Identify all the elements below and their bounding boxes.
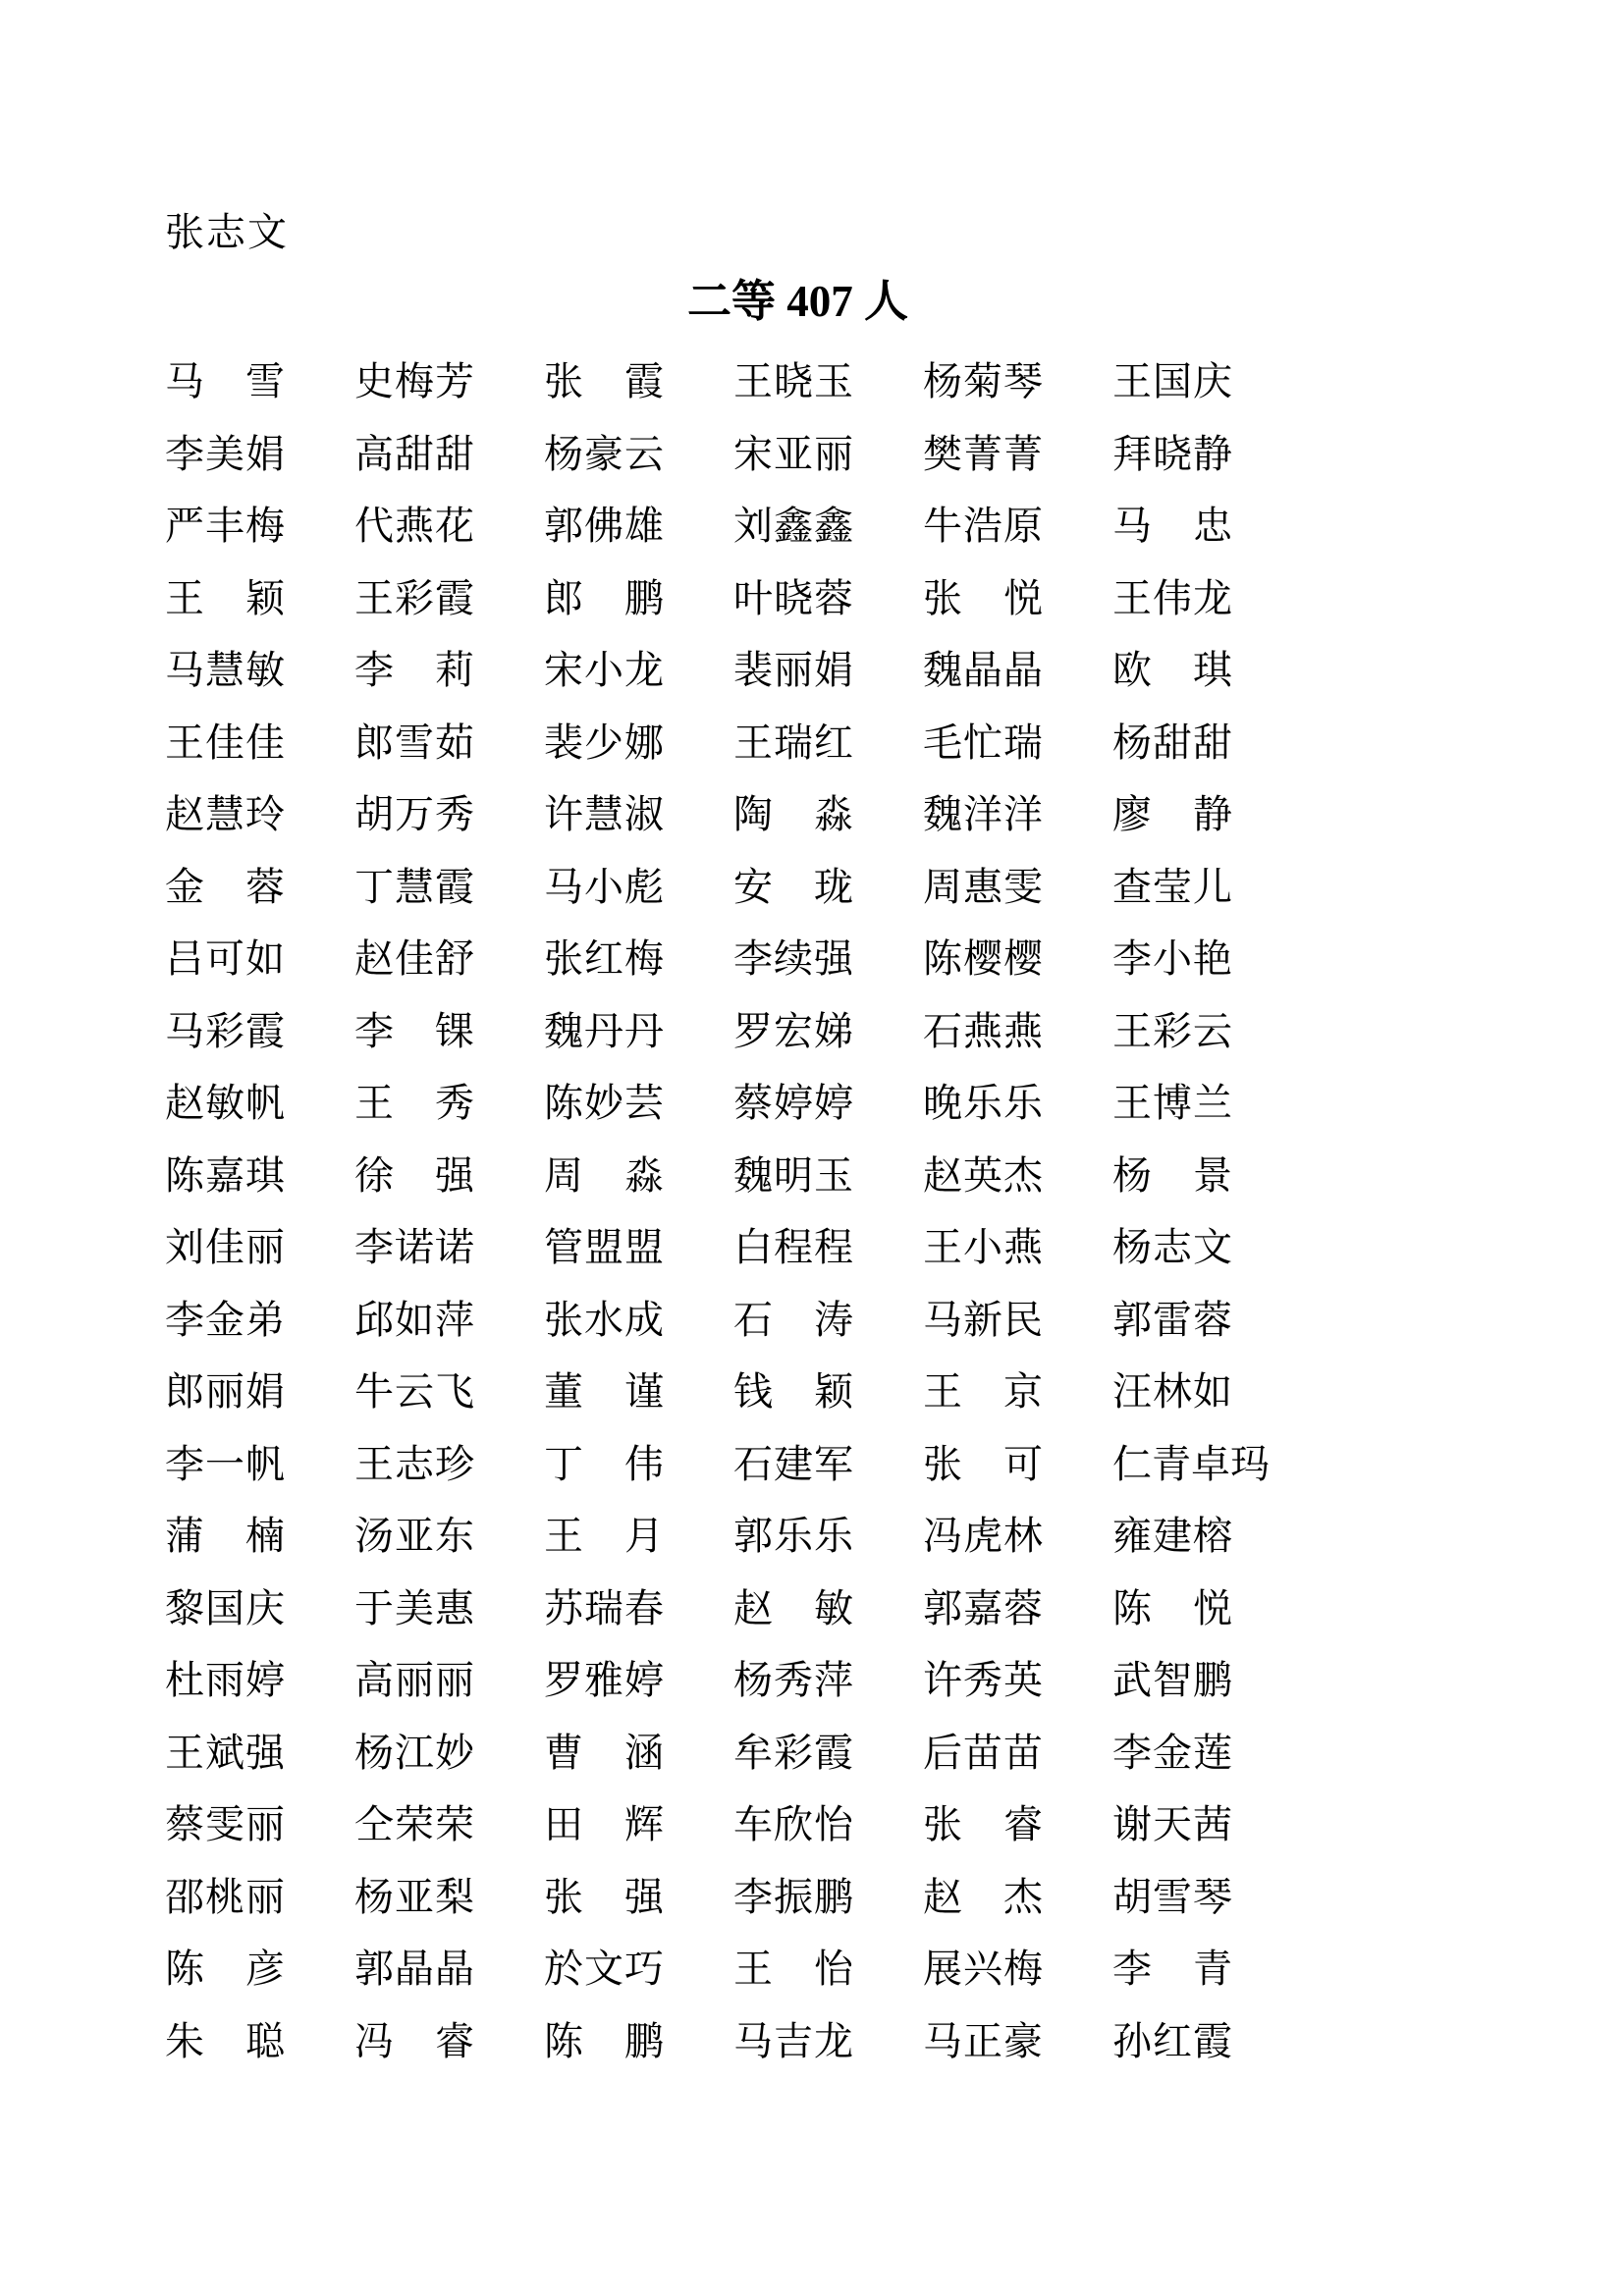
person-name: 叶晓蓉 (733, 575, 853, 620)
person-name: 杨景 (1112, 1152, 1232, 1198)
person-name: 张强 (544, 1874, 664, 1919)
person-name: 查莹儿 (1112, 864, 1232, 909)
section-title: 二等 407 人 (687, 277, 909, 326)
person-name: 马慧敏 (165, 648, 285, 692)
person-name: 后苗苗 (923, 1730, 1043, 1775)
person-name: 李小艳 (1112, 936, 1232, 981)
person-name: 郎丽娟 (165, 1369, 285, 1414)
person-name: 陈妙芸 (544, 1081, 664, 1125)
person-name: 赵慧玲 (165, 792, 285, 836)
person-name: 李诺诺 (354, 1225, 474, 1269)
person-name: 陈悦 (1112, 1585, 1232, 1630)
person-name: 杨菊琴 (923, 359, 1043, 403)
person-name: 王伟龙 (1112, 575, 1232, 620)
person-name: 白程程 (733, 1225, 853, 1269)
person-name: 仁青卓玛 (1112, 1441, 1270, 1486)
person-name: 吕可如 (165, 936, 285, 981)
person-name: 宋亚丽 (733, 431, 853, 476)
person-name: 牛云飞 (354, 1369, 474, 1414)
person-name: 钱颖 (733, 1369, 853, 1414)
person-name: 杨亚梨 (354, 1874, 474, 1919)
person-name: 王国庆 (1112, 359, 1232, 403)
person-name: 郭雷蓉 (1112, 1297, 1232, 1342)
person-name: 马新民 (923, 1297, 1043, 1342)
person-name: 杨豪云 (544, 431, 664, 476)
person-name: 高甜甜 (354, 431, 474, 476)
person-name: 杜雨婷 (165, 1658, 285, 1702)
person-name: 赵敏 (733, 1585, 853, 1630)
person-name: 王小燕 (923, 1225, 1043, 1269)
person-name: 田辉 (544, 1802, 664, 1846)
person-name: 郎雪茹 (354, 720, 474, 765)
person-name: 周淼 (544, 1152, 664, 1198)
person-name: 展兴梅 (923, 1947, 1043, 1991)
person-name: 裴少娜 (544, 720, 664, 765)
person-name: 牛浩原 (923, 504, 1043, 548)
person-name: 罗雅婷 (544, 1658, 664, 1702)
person-name: 车欣怡 (733, 1802, 853, 1846)
person-name: 蔡婷婷 (733, 1081, 853, 1125)
person-name: 赵英杰 (923, 1152, 1043, 1198)
person-name: 李青 (1112, 1947, 1232, 1991)
person-name: 马雪 (165, 359, 285, 403)
person-name: 李美娟 (165, 431, 285, 476)
person-name: 陶淼 (733, 792, 853, 836)
person-name: 赵敏帆 (165, 1081, 285, 1125)
person-name: 杨秀萍 (733, 1658, 853, 1702)
person-name: 李莉 (354, 648, 474, 692)
person-name: 苏瑞春 (544, 1585, 664, 1630)
person-name: 王博兰 (1112, 1081, 1232, 1125)
person-name: 刘鑫鑫 (733, 504, 853, 548)
person-name: 石建军 (733, 1441, 853, 1486)
person-name: 陈彦 (165, 1947, 285, 1991)
person-name: 杨甜甜 (1112, 720, 1232, 765)
person-name: 曹涵 (544, 1730, 664, 1775)
person-name: 郭乐乐 (733, 1514, 853, 1558)
person-name: 谢天茜 (1112, 1802, 1232, 1846)
person-name: 严丰梅 (165, 504, 285, 548)
person-name: 代燕花 (354, 504, 474, 548)
person-name: 丁慧霞 (354, 864, 474, 909)
person-name: 於文巧 (544, 1947, 664, 1991)
person-name: 魏洋洋 (923, 792, 1043, 836)
names-grid (165, 359, 1270, 2091)
person-name: 蔡雯丽 (165, 1802, 285, 1846)
person-name: 王佳佳 (165, 720, 285, 765)
person-name: 胡雪琴 (1112, 1874, 1232, 1919)
person-name: 管盟盟 (544, 1225, 664, 1269)
person-name: 李锞 (354, 1008, 474, 1053)
person-name: 史梅芳 (354, 359, 474, 403)
person-name: 金蓉 (165, 864, 285, 909)
person-name: 马忠 (1112, 504, 1232, 548)
person-name: 李金莲 (1112, 1730, 1232, 1775)
person-name: 陈樱樱 (923, 936, 1043, 981)
person-name: 李续强 (733, 936, 853, 981)
person-name: 王斌强 (165, 1730, 285, 1775)
person-name: 邵桃丽 (165, 1874, 285, 1919)
person-name: 郎鹏 (544, 575, 664, 620)
person-name: 王晓玉 (733, 359, 853, 403)
person-name: 武智鹏 (1112, 1658, 1232, 1702)
person-name: 李一帆 (165, 1441, 285, 1486)
person-name: 徐强 (354, 1152, 474, 1198)
person-name: 拜晓静 (1112, 431, 1232, 476)
person-name: 张可 (923, 1441, 1043, 1486)
person-name: 欧琪 (1112, 648, 1232, 692)
person-name: 高丽丽 (354, 1658, 474, 1702)
person-name: 石燕燕 (923, 1008, 1043, 1053)
person-name: 罗宏娣 (733, 1008, 853, 1053)
person-name: 冯睿 (354, 2018, 474, 2063)
person-name: 黎国庆 (165, 1585, 285, 1630)
person-name: 杨江妙 (354, 1730, 474, 1775)
person-name: 王秀 (354, 1081, 474, 1125)
person-name: 王颖 (165, 575, 285, 620)
person-name: 郭佛雄 (544, 504, 664, 548)
person-name: 冯虎林 (923, 1514, 1043, 1558)
person-name: 马彩霞 (165, 1008, 285, 1053)
person-name: 郭晶晶 (354, 1947, 474, 1991)
person-name: 石涛 (733, 1297, 853, 1342)
person-name: 王京 (923, 1369, 1043, 1414)
person-name: 魏明玉 (733, 1152, 853, 1198)
person-name: 许秀英 (923, 1658, 1043, 1702)
person-name: 孙红霞 (1112, 2018, 1232, 2063)
person-name: 张悦 (923, 575, 1043, 620)
person-name: 陈嘉琪 (165, 1152, 285, 1198)
person-name: 王怡 (733, 1947, 853, 1991)
person-name: 王志珍 (354, 1441, 474, 1486)
person-name: 董谨 (544, 1369, 664, 1414)
person-name: 廖静 (1112, 792, 1232, 836)
person-name: 马正豪 (923, 2018, 1043, 2063)
person-name: 杨志文 (1112, 1225, 1232, 1269)
person-name: 汪林如 (1112, 1369, 1232, 1414)
person-name: 李振鹏 (733, 1874, 853, 1919)
person-name: 张睿 (923, 1802, 1043, 1846)
person-name: 丁伟 (544, 1441, 664, 1486)
person-name: 于美惠 (354, 1585, 474, 1630)
person-name: 王瑞红 (733, 720, 853, 765)
person-name: 仝荣荣 (354, 1802, 474, 1846)
person-name: 张水成 (544, 1297, 664, 1342)
person-name: 裴丽娟 (733, 648, 853, 692)
person-name: 宋小龙 (544, 648, 664, 692)
person-name: 毛忙瑞 (923, 720, 1043, 765)
person-name: 马吉龙 (733, 2018, 853, 2063)
person-name: 魏丹丹 (544, 1008, 664, 1053)
person-name: 张霞 (544, 359, 664, 403)
person-name: 雍建榕 (1112, 1514, 1232, 1558)
person-name: 汤亚东 (354, 1514, 474, 1558)
person-name: 陈鹏 (544, 2018, 664, 2063)
person-name: 邱如萍 (354, 1297, 474, 1342)
person-name: 王月 (544, 1514, 664, 1558)
person-name: 朱聪 (165, 2018, 285, 2063)
person-name: 王彩霞 (354, 575, 474, 620)
person-name: 赵佳舒 (354, 936, 474, 981)
person-name: 马小彪 (544, 864, 664, 909)
person-name: 安珑 (733, 864, 853, 909)
person-name: 刘佳丽 (165, 1225, 285, 1269)
person-name: 蒲楠 (165, 1514, 285, 1558)
person-name: 胡万秀 (354, 792, 474, 836)
person-name: 王彩云 (1112, 1008, 1232, 1053)
person-name: 晚乐乐 (923, 1081, 1043, 1125)
holder-name: 张志文 (165, 210, 289, 254)
person-name: 魏晶晶 (923, 648, 1043, 692)
person-name: 牟彩霞 (733, 1730, 853, 1775)
person-name: 赵杰 (923, 1874, 1043, 1919)
person-name: 许慧淑 (544, 792, 664, 836)
person-name: 樊菁菁 (923, 431, 1043, 476)
person-name: 李金弟 (165, 1297, 285, 1342)
person-name: 郭嘉蓉 (923, 1585, 1043, 1630)
person-name: 周惠雯 (923, 864, 1043, 909)
person-name: 张红梅 (544, 936, 664, 981)
